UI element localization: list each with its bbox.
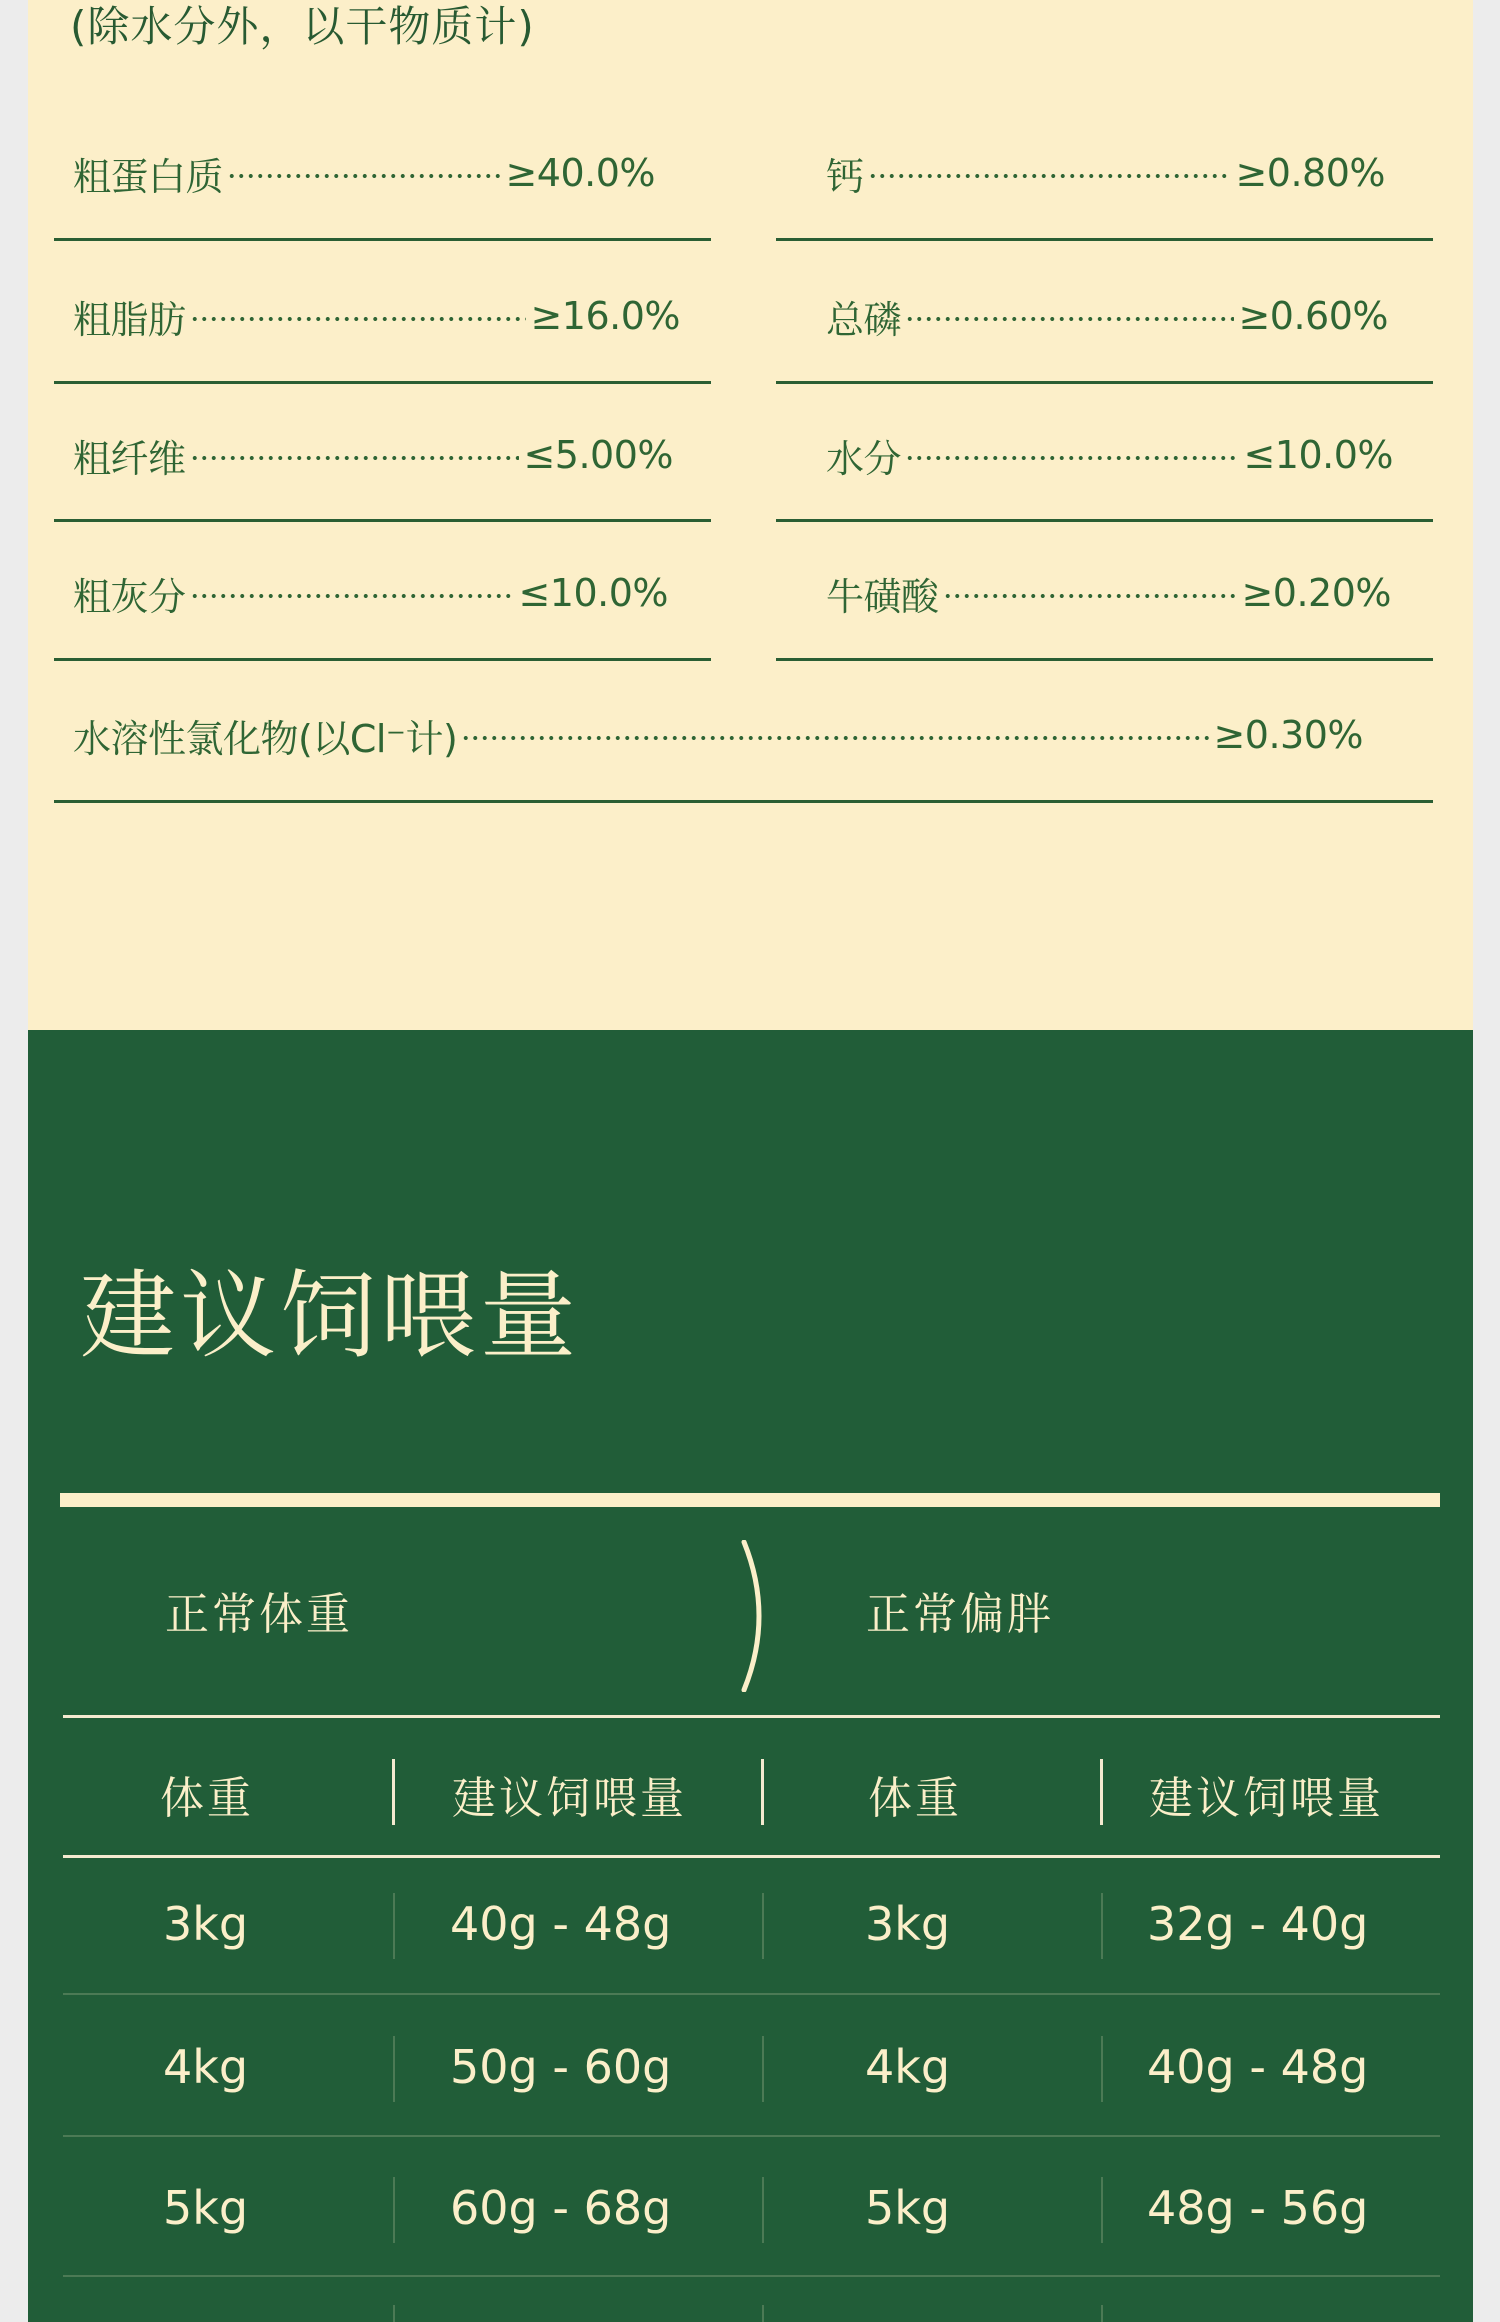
nutrient-value: ≥0.30% bbox=[1213, 713, 1363, 757]
col-header-weight: 体重 bbox=[160, 1773, 254, 1824]
dot-leader bbox=[905, 317, 1234, 321]
nutrient-name: 总磷 bbox=[826, 297, 902, 342]
column-separator bbox=[392, 1759, 395, 1825]
nutrient-row-water-soluble-chloride bbox=[73, 705, 1363, 765]
bracket-divider-icon bbox=[740, 1540, 770, 1692]
column-separator bbox=[1101, 1893, 1103, 1959]
nutrient-value: ≤5.00% bbox=[523, 433, 673, 477]
table-cell-weight: 5kg bbox=[163, 2181, 249, 2235]
dot-leader bbox=[190, 456, 520, 460]
feeding-title: 建议饲喂量 bbox=[80, 1260, 580, 1372]
nutrient-name: 粗蛋白质 bbox=[73, 154, 224, 199]
column-separator bbox=[393, 1893, 395, 1959]
table-cell-amount: 32g - 40g bbox=[1147, 1897, 1369, 1951]
column-separator bbox=[762, 2177, 764, 2243]
dot-leader bbox=[461, 736, 1209, 740]
table-cell-amount: 50g - 60g bbox=[450, 2040, 672, 2094]
column-separator bbox=[1101, 2036, 1103, 2102]
table-top-rule bbox=[60, 1493, 1440, 1507]
row-divider bbox=[63, 2135, 1440, 2137]
column-separator bbox=[393, 2305, 395, 2322]
nutrient-name: 钙 bbox=[826, 154, 864, 199]
group-label-slightly-overweight: 正常偏胖 bbox=[866, 1589, 1054, 1640]
dot-leader bbox=[905, 456, 1239, 460]
row-divider bbox=[776, 381, 1433, 384]
col-header-feed-amount: 建议饲喂量 bbox=[1149, 1773, 1384, 1824]
nutrient-row-crude-protein bbox=[73, 143, 655, 203]
table-cell-amount: 40g - 48g bbox=[450, 1897, 672, 1951]
nutrient-value: ≥0.80% bbox=[1235, 151, 1385, 195]
nutrient-value: ≥0.60% bbox=[1238, 294, 1388, 338]
group-divider bbox=[63, 1715, 1440, 1718]
column-separator bbox=[393, 2036, 395, 2102]
table-cell-weight: 4kg bbox=[865, 2040, 951, 2094]
table-cell-weight: 4kg bbox=[163, 2040, 249, 2094]
row-divider bbox=[54, 238, 711, 241]
row-divider bbox=[776, 519, 1433, 522]
row-divider bbox=[776, 658, 1433, 661]
column-separator bbox=[762, 2305, 764, 2322]
nutrient-value: ≥16.0% bbox=[530, 294, 680, 338]
column-separator bbox=[762, 1893, 764, 1959]
column-separator bbox=[762, 2036, 764, 2102]
nutrient-row-crude-ash bbox=[73, 563, 668, 623]
nutrition-subtitle: (除水分外，以干物质计) bbox=[70, 2, 535, 51]
table-cell-amount: 48g - 56g bbox=[1147, 2181, 1369, 2235]
dot-leader bbox=[190, 317, 527, 321]
nutrient-name: 粗纤维 bbox=[73, 436, 186, 481]
nutrient-value: ≤10.0% bbox=[1243, 433, 1393, 477]
column-separator bbox=[1100, 1759, 1103, 1825]
nutrient-value: ≤10.0% bbox=[518, 571, 668, 615]
row-divider bbox=[63, 1993, 1440, 1995]
column-separator bbox=[1101, 2305, 1103, 2322]
nutrient-row-taurine bbox=[826, 563, 1391, 623]
nutrient-name: 水分 bbox=[826, 436, 902, 481]
col-header-feed-amount: 建议饲喂量 bbox=[452, 1773, 687, 1824]
nutrient-row-crude-fat bbox=[73, 286, 680, 346]
row-divider bbox=[54, 658, 711, 661]
row-divider bbox=[63, 2275, 1440, 2277]
nutrient-name: 粗灰分 bbox=[73, 574, 186, 619]
dot-leader bbox=[190, 594, 515, 598]
column-separator bbox=[1101, 2177, 1103, 2243]
column-separator bbox=[393, 2177, 395, 2243]
col-header-weight: 体重 bbox=[868, 1773, 962, 1824]
column-separator bbox=[761, 1759, 764, 1825]
row-divider bbox=[54, 381, 711, 384]
nutrient-name: 水溶性氯化物(以Cl⁻计) bbox=[73, 716, 458, 761]
nutrient-value: ≥0.20% bbox=[1241, 571, 1391, 615]
table-cell-weight: 5kg bbox=[865, 2181, 951, 2235]
row-divider bbox=[54, 519, 711, 522]
group-label-normal-weight: 正常体重 bbox=[165, 1589, 353, 1640]
row-divider bbox=[54, 800, 1433, 803]
nutrient-row-crude-fiber bbox=[73, 425, 673, 485]
dot-leader bbox=[943, 594, 1238, 598]
header-divider bbox=[63, 1855, 1440, 1858]
nutrient-row-moisture bbox=[826, 425, 1393, 485]
nutrient-value: ≥40.0% bbox=[505, 151, 655, 195]
nutrient-row-total-phosphorus bbox=[826, 286, 1388, 346]
table-cell-weight: 3kg bbox=[163, 1897, 249, 1951]
nutrient-row-calcium bbox=[826, 143, 1385, 203]
table-cell-amount: 60g - 68g bbox=[450, 2181, 672, 2235]
row-divider bbox=[776, 238, 1433, 241]
table-cell-amount: 40g - 48g bbox=[1147, 2040, 1369, 2094]
nutrient-name: 粗脂肪 bbox=[73, 297, 186, 342]
dot-leader bbox=[868, 174, 1232, 178]
table-cell-weight: 3kg bbox=[865, 1897, 951, 1951]
nutrient-name: 牛磺酸 bbox=[826, 574, 939, 619]
dot-leader bbox=[227, 174, 501, 178]
